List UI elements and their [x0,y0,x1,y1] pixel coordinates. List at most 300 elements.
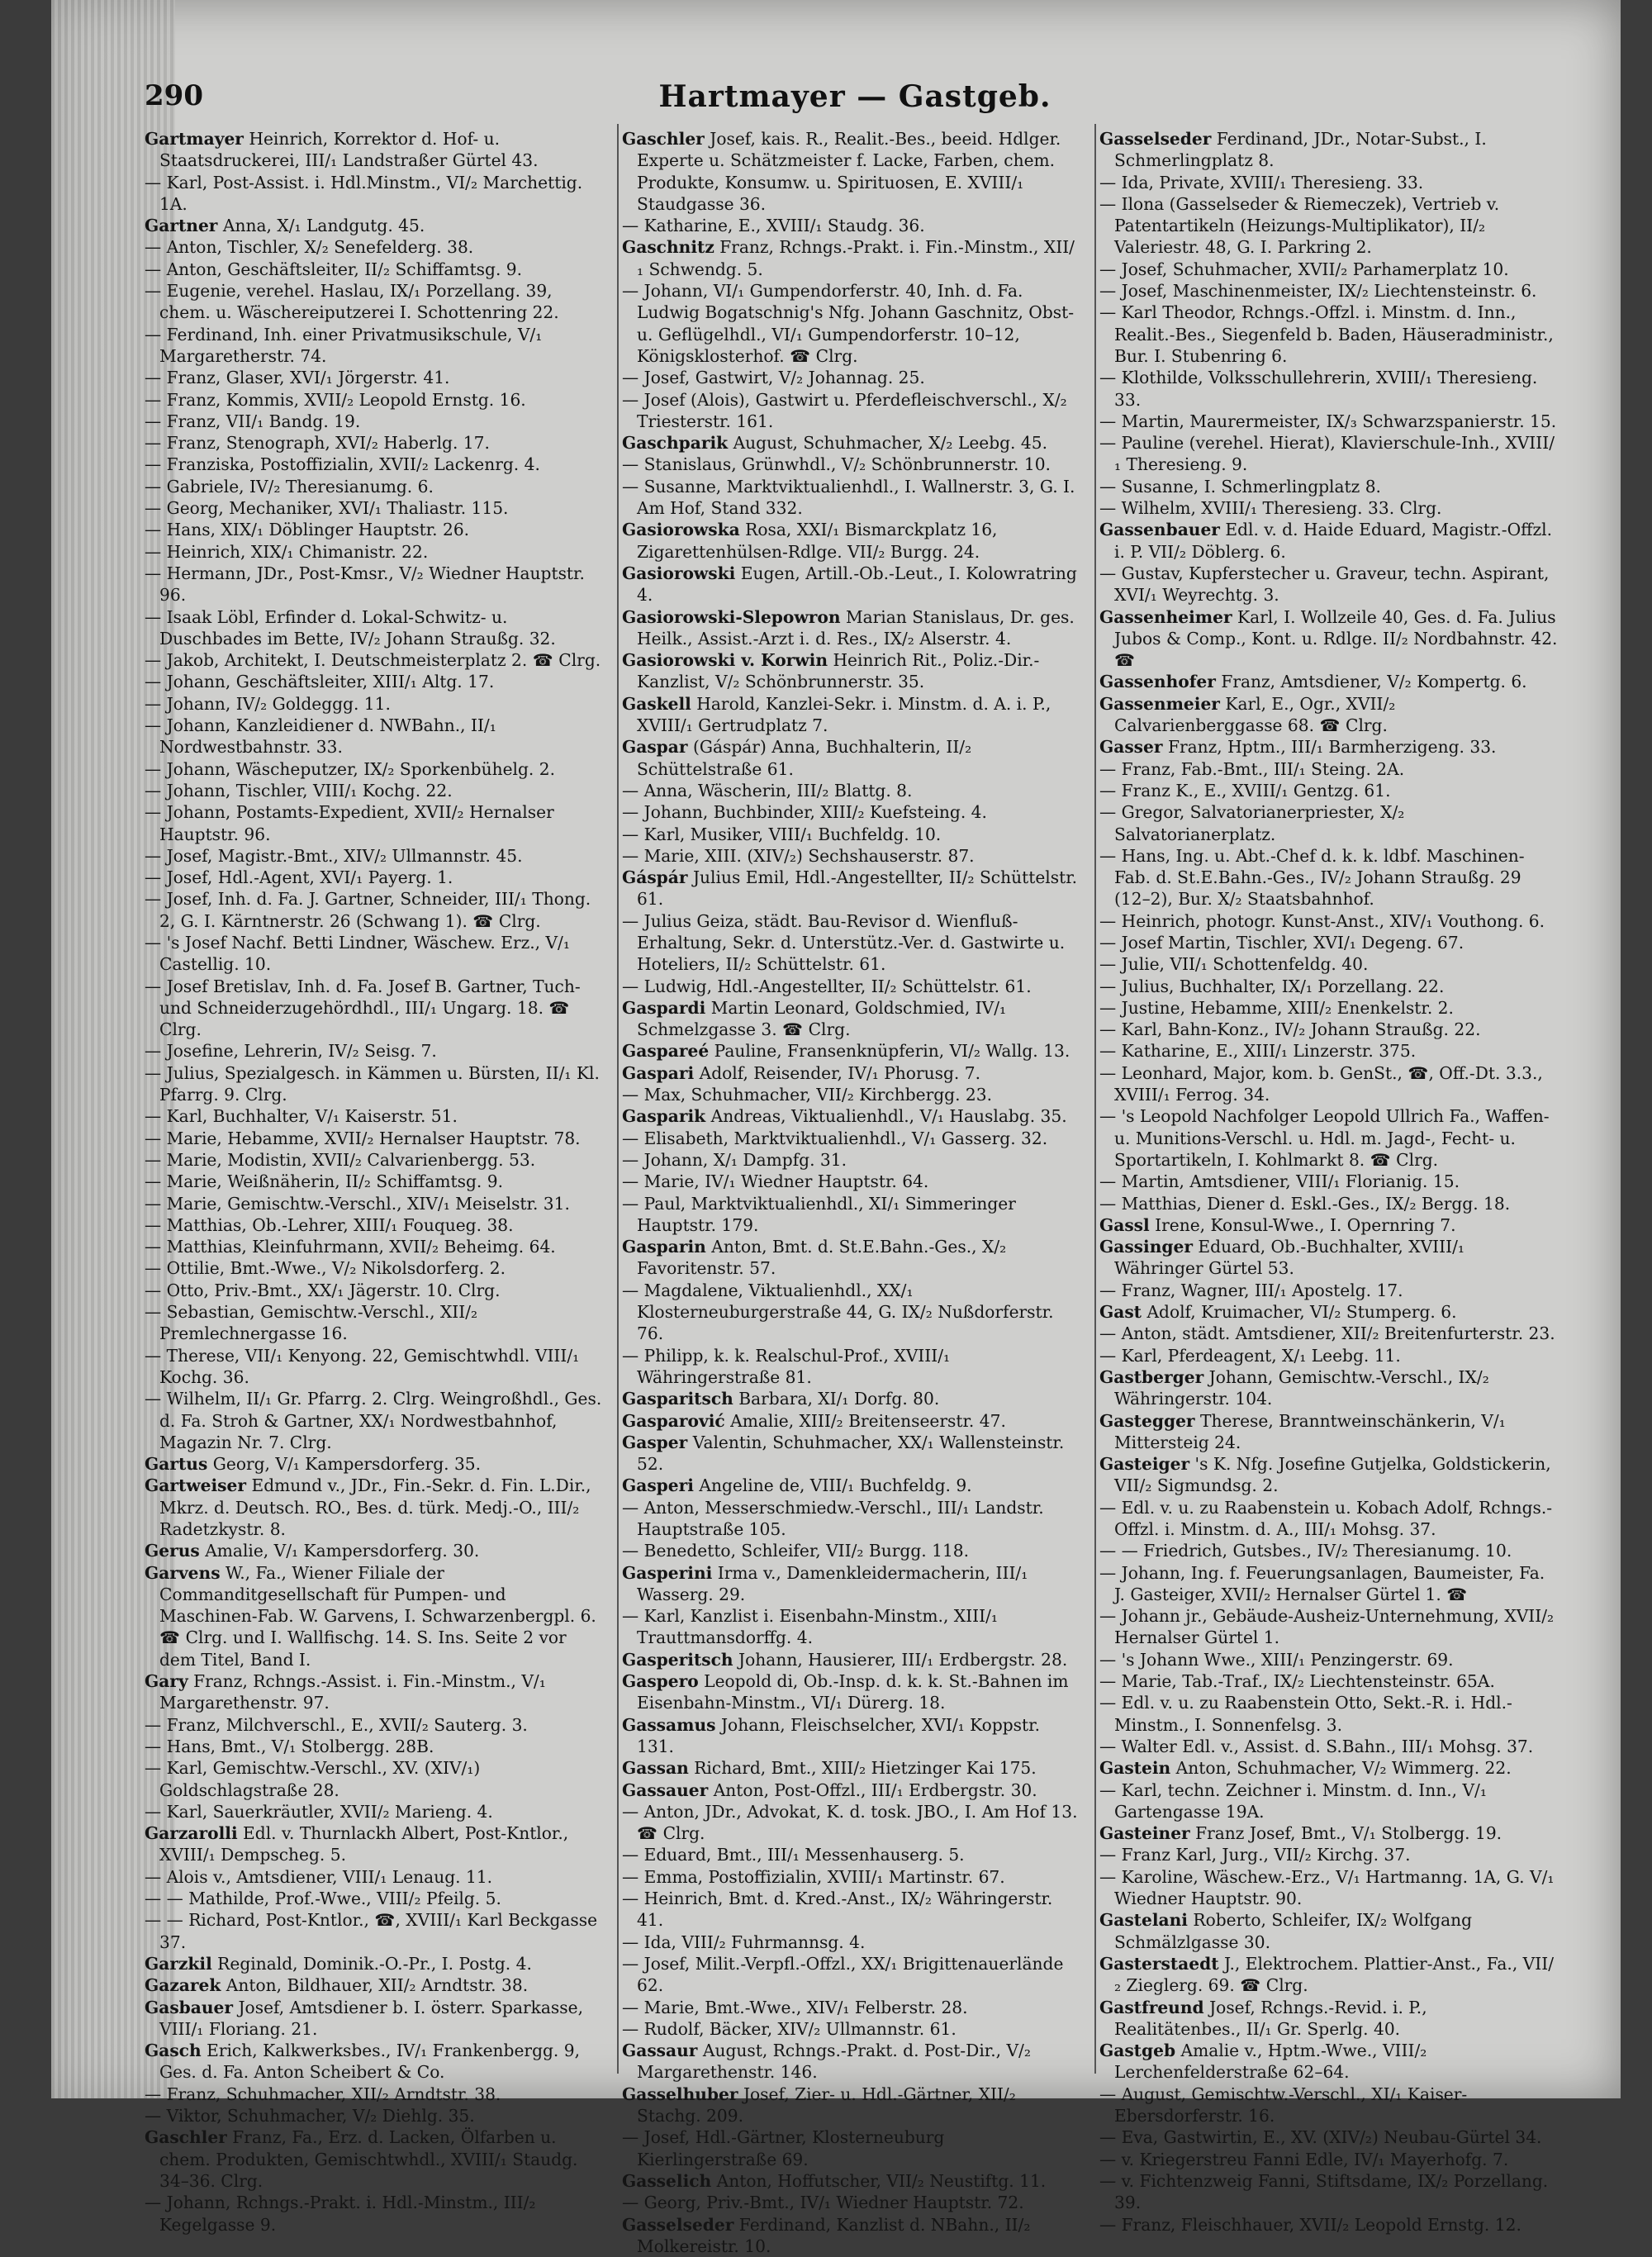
entry-text: — Philipp, k. k. Realschul-Prof., XVIII/₁ Währingerstraße 81. [622,1346,950,1387]
entry-surname: Gassenmeier [1099,694,1220,714]
entry-text: — Heinrich, XIX/₁ Chimanistr. 22. [145,542,428,562]
entry-text: — Anton, JDr., Advokat, K. d. tosk. JBO., I. Am Hof 13. ☎ Clrg. [622,1802,1078,1843]
entry-text: — Paul, Marktviktualienhdl., XI/₁ Simmeringer Hauptstr. 179. [622,1194,1016,1235]
entry-text: — Franz, Glaser, XVI/₁ Jörgerstr. 41. [145,368,449,387]
entry-text: — Anton, städt. Amtsdiener, XII/₂ Breitenfurterstr. 23. [1099,1323,1555,1343]
entry-text: — Eva, Gastwirtin, E., XV. (XIV/₂) Neubau-Gürtel 34. [1099,2127,1541,2147]
entry-text: — Ludwig, Hdl.-Angestellter, II/₂ Schüttelstr. 61. [622,976,1032,996]
directory-entry [622,1193,1081,1237]
entry-text: — Matthias, Diener d. Eskl.-Ges., IX/₂ Bergg. 18. [1099,1194,1510,1214]
entry-text: — Franz, Stenograph, XVI/₂ Haberlg. 17. [145,433,490,453]
entry-text: Edmund v., JDr., Fin.-Sekr. d. Fin. L.Dir., Mkrz. d. Deutsch. RO., Bes. d. türk. Medj.-O., III/₂ Radetzkystr. 8. [159,1475,591,1539]
entry-text: — Josef (Alois), Gastwirt u. Pferdefleischverschl., X/₂ Triesterstr. 161. [622,390,1067,431]
entry-text: — Sebastian, Gemischtw.-Verschl., XII/₂ Premlechnergasse 16. [145,1302,477,1343]
directory-entry [1099,1497,1559,1541]
page-title: Hartmayer — Gastgeb. [145,79,1565,114]
directory-entry [1099,758,1559,780]
entry-text: — August, Gemischtw.-Verschl., XI/₁ Kaiser-Ebersdorferstr. 16. [1099,2084,1467,2126]
directory-entry [1099,1366,1559,1410]
directory-entry [1099,2170,1559,2214]
directory-entry [145,432,604,454]
directory-entry [622,1801,1081,1845]
entry-surname: Gasteiger [1099,1454,1189,1474]
directory-entry [622,519,1081,563]
entry-text: — Walter Edl. v., Assist. d. S.Bahn., III/₁ Mohsg. 37. [1099,1737,1533,1756]
entry-text: — Hermann, JDr., Post-Kmsr., V/₂ Wiedner Hauptstr. 96. [145,563,585,605]
entry-text: — Franziska, Postoffizialin, XVII/₂ Lackenrg. 4. [145,454,540,474]
entry-text: Adolf, Reisender, IV/₁ Phorusg. 7. [700,1063,980,1083]
directory-entry [622,236,1081,280]
entry-text: — 's Josef Nachf. Betti Lindner, Wäschew. Erz., V/₁ Castellig. 10. [145,933,570,974]
directory-entry [145,519,604,540]
entry-text: — Marie, IV/₁ Wiedner Hauptstr. 64. [622,1171,928,1191]
directory-entry [622,693,1081,737]
entry-text: — Hans, Bmt., V/₁ Stolbergg. 28B. [145,1737,434,1756]
entry-surname: Gaschparik [622,433,728,453]
directory-entry [622,476,1081,520]
directory-entry [1099,1540,1559,1561]
entry-surname: Gasser [1099,737,1163,757]
directory-entry [622,2192,1081,2213]
directory-entry [145,454,604,475]
entry-text: — Ferdinand, Inh. einer Privatmusikschule, V/₁ Margaretherstr. 74. [145,325,542,366]
entry-text: Martin Leonard, Goldschmied, IV/₁ Schmelzgasse 3. ☎ Clrg. [637,998,1006,1039]
entry-surname: Gaspero [622,1671,699,1691]
directory-entry [145,1909,604,1953]
directory-entry [1099,1062,1559,1106]
entry-text: — Susanne, I. Schmerlingplatz 8. [1099,477,1381,497]
directory-entry [622,1932,1081,1953]
entry-text: — Julius, Buchhalter, IX/₁ Porzellang. 22. [1099,976,1444,996]
entry-text: Therese, Branntweinschänkerin, V/₁ Mittersteig 24. [1114,1411,1506,1452]
directory-entry [145,128,604,172]
entry-text: Josef, Zier- u. Hdl.-Gärtner, XII/₂ Stachg. 209. [637,2084,1016,2126]
entry-text: — Marie, Weißnäherin, II/₂ Schiffamtsg. 9. [145,1171,503,1191]
entry-text: — Julius, Spezialgesch. in Kämmen u. Bürsten, II/₁ Kl. Pfarrg. 9. Clrg. [145,1063,600,1105]
entry-surname: Gary [145,1671,188,1691]
entry-surname: Gaschler [145,2127,227,2147]
directory-entry [1099,1649,1559,1670]
directory-entry [1099,801,1559,845]
entry-surname: Gassaur [622,2041,697,2060]
directory-entry [1099,367,1559,411]
entry-text: Angeline de, VIII/₁ Buchfeldg. 9. [699,1475,971,1495]
directory-entry [145,1040,604,1062]
entry-text: — Hans, Ing. u. Abt.-Chef d. k. k. ldbf. Maschinen-Fab. d. St.E.Bahn.-Ges., IV/₂ Johann Straußg. 29 (12–2), Bur. X/₂ Staatsbahnhof. [1099,846,1525,910]
directory-columns [145,128,1565,2094]
directory-entry [622,1171,1081,1192]
directory-entry [1099,606,1559,672]
entry-text: Pauline, Fransenknüpferin, VI/₂ Wallg. 13. [714,1041,1070,1061]
directory-entry [145,1105,604,1127]
entry-text: Heinrich Rit., Poliz.-Dir.-Kanzlist, V/₂ Schönbrunnerstr. 35. [637,650,1039,691]
entry-text: Franz, Amtsdiener, V/₂ Kompertg. 6. [1221,672,1526,691]
entry-surname: Gasteiner [1099,1823,1190,1843]
entry-text: Eduard, Ob.-Buchhalter, XVIII/₁ Währinger Gürtel 53. [1114,1237,1464,1278]
entry-text: (Gáspár) Anna, Buchhalterin, II/₂ Schüttelstraße 61. [637,737,971,778]
entry-text: — Karl, Kanzlist i. Eisenbahn-Minstm., XIII/₁ Trauttmansdorffg. 4. [622,1606,998,1647]
entry-text: — Emma, Postoffizialin, XVIII/₁ Martinstr. 67. [622,1867,1005,1887]
entry-text: — Josef, Hdl.-Agent, XVI/₁ Payerg. 1. [145,867,453,887]
entry-text: — Wilhelm, II/₁ Gr. Pfarrg. 2. Clrg. Weingroßhdl., Ges. d. Fa. Stroh & Gartner, XX/₁ Nordwestbahnhof, Magazin Nr. 7. Clrg. [145,1389,601,1452]
directory-entry [145,1345,604,1389]
entry-text: — Marie, Gemischtw.-Verschl., XIV/₁ Meiselstr. 31. [145,1194,570,1214]
entry-surname: Gasparović [622,1411,725,1431]
directory-entry [145,1888,604,1909]
entry-text: Richard, Bmt., XIII/₂ Hietzinger Kai 175. [694,1758,1036,1778]
directory-entry [1099,1040,1559,1062]
entry-text: — Isaak Löbl, Erfinder d. Lokal-Schwitz- u. Duschbades im Bette, IV/₂ Johann Straußg. 32. [145,607,556,649]
directory-entry [622,1866,1081,1888]
entry-text: — Josef, Inh. d. Fa. J. Gartner, Schneider, III/₁ Thong. 2, G. I. Kärntnerstr. 26 (Schwang 1). ☎ Clrg. [145,889,591,930]
directory-entry [145,932,604,976]
entry-text: Andreas, Viktualienhdl., V/₁ Hauslabg. 35. [711,1106,1067,1126]
entry-text: — Gregor, Salvatorianerpriester, X/₂ Salvatorianerplatz. [1099,802,1404,843]
directory-entry [145,563,604,606]
entry-text: — Johann, Ing. f. Feuerungsanlagen, Baumeister, Fa. J. Gasteiger, XVII/₂ Hernalser Gürtel 1. ☎ [1099,1563,1545,1604]
entry-surname: Gasselhuber [622,2084,738,2104]
directory-entry [622,2126,1081,2170]
directory-entry [622,2214,1081,2257]
entry-surname: Gaschler [622,129,705,149]
entry-text: — Josef, Hdl.-Gärtner, Klosterneuburg Kierlingerstraße 69. [622,2127,944,2169]
directory-entry [1099,1323,1559,1344]
entry-text: — Josef Martin, Tischler, XVI/₁ Degeng. 67. [1099,933,1464,953]
entry-text: — Karoline, Wäschew.-Erz., V/₁ Hartmanng. 1A, G. V/₁ Wiedner Hauptstr. 90. [1099,1867,1554,1908]
entry-text: — Heinrich, Bmt. d. Kred.-Anst., IX/₂ Währingerstr. 41. [622,1889,1052,1930]
directory-entry [1099,2084,1559,2127]
entry-text: — Karl, Buchhalter, V/₁ Kaiserstr. 51. [145,1106,458,1126]
directory-entry [145,367,604,388]
entry-text: — Leonhard, Major, kom. b. GenSt., ☎, Off.-Dt. 3.3., XVIII/₁ Ferrog. 34. [1099,1063,1543,1105]
entry-text: — Otto, Priv.-Bmt., XX/₁ Jägerstr. 10. Clrg. [145,1281,501,1300]
directory-entry [1099,563,1559,606]
entry-text: — Karl Theodor, Rchngs.-Offzl. i. Minstm. d. Inn., Realit.-Bes., Siegenfeld b. Baden, Häuseradministr., Bur. I. Stubenring 6. [1099,302,1554,366]
entry-text: Franz, Rchngs.-Prakt. i. Fin.-Minstm., XII/₁ Schwendg. 5. [637,237,1075,278]
directory-entry [1099,1410,1559,1454]
entry-surname: Garzarolli [145,1823,238,1843]
entry-surname: Gasterstaedt [1099,1954,1219,1974]
entry-surname: Gasselseder [1099,129,1211,149]
entry-text: — Marie, XIII. (XIV/₂) Sechshauserstr. 87. [622,846,975,866]
directory-entry [145,1171,604,1192]
directory-entry [145,715,604,758]
directory-entry [145,1193,604,1214]
directory-entry [145,801,604,845]
directory-entry [1099,2040,1559,2084]
entry-text: — Johann jr., Gebäude-Ausheiz-Unternehmung, XVII/₂ Hernalser Gürtel 1. [1099,1606,1554,1647]
entry-text: — Marie, Modistin, XVII/₂ Calvarienbergg. 53. [145,1150,535,1170]
entry-text: Leopold di, Ob.-Insp. d. k. k. St.-Bahnen im Eisenbahn-Minstm., VI/₁ Dürerg. 18. [637,1671,1068,1713]
entry-surname: Gartner [145,216,217,235]
entry-text: — 's Johann Wwe., XIII/₁ Penzingerstr. 69. [1099,1650,1454,1670]
directory-entry [145,2040,604,2084]
entry-surname: Gassenbauer [1099,520,1220,539]
entry-text: — Johann, Wäscheputzer, IX/₂ Sporkenbühelg. 2. [145,759,555,779]
directory-entry [1099,953,1559,975]
directory-entry [1099,997,1559,1019]
directory-entry [145,172,604,216]
directory-entry [145,845,604,867]
entry-text: — Franz, Schuhmacher, XII/₂ Arndtstr. 38. [145,2084,501,2104]
entry-surname: Gartweiser [145,1475,246,1495]
directory-entry [622,1714,1081,1758]
directory-entry [1099,302,1559,367]
directory-entry [622,845,1081,867]
directory-entry [1099,1670,1559,1692]
entry-text: Reginald, Dominik.-O.-Pr., I. Postg. 4. [217,1954,532,1974]
directory-entry [145,606,604,650]
entry-text: — Franz Karl, Jurg., VII/₂ Kirchg. 37. [1099,1845,1411,1865]
entry-text: Karl, I. Wollzeile 40, Ges. d. Fa. Julius Jubos & Comp., Kont. u. Rdlge. II/₂ Nordbahnstr. 42. ☎ [1114,607,1557,671]
directory-entry [622,1062,1081,1084]
entry-text: — Wilhelm, XVIII/₁ Theresieng. 33. Clrg. [1099,498,1441,518]
directory-entry [1099,1301,1559,1323]
directory-entry [145,259,604,280]
directory-entry [1099,1453,1559,1497]
entry-text: — Susanne, Marktviktualienhdl., I. Wallnerstr. 3, G. I. Am Hof, Stand 332. [622,477,1075,518]
entry-text: Josef, kais. R., Realit.-Bes., beeid. Hdlger. Experte u. Schätzmeister f. Lacke, Farben, chem. Produkte, Konsumw. u. Spirituosen, E. XVIII/₁ Staudgasse 36. [637,129,1061,214]
directory-entry [622,976,1081,997]
entry-surname: Gasper [622,1433,687,1452]
entry-text: Anna, X/₁ Landgutg. 45. [223,216,425,235]
entry-text: — Benedetto, Schleifer, VII/₂ Burgg. 118. [622,1541,969,1561]
directory-entry [622,563,1081,606]
directory-entry [1099,519,1559,563]
entry-surname: Gassinger [1099,1237,1193,1257]
directory-entry [622,2084,1081,2127]
directory-entry [1099,1757,1559,1779]
entry-text: — Josef, Magistr.-Bmt., XIV/₂ Ullmannstr. 45. [145,846,523,866]
directory-entry [622,1040,1081,1062]
entry-surname: Gasiorowski-Slepowron [622,607,841,627]
entry-surname: Gasselseder [622,2215,733,2235]
entry-surname: Gartmayer [145,129,244,149]
entry-text: — Stanislaus, Grünwhdl., V/₂ Schönbrunnerstr. 10. [622,454,1051,474]
entry-text: Franz, Hptm., III/₁ Barmherzigeng. 33. [1168,737,1497,757]
directory-entry [622,1562,1081,1606]
directory-entry [145,497,604,519]
entry-surname: Gastein [1099,1758,1170,1778]
entry-text: — Karl, Musiker, VIII/₁ Buchfeldg. 10. [622,824,941,844]
directory-entry [145,1280,604,1301]
directory-entry [1099,1605,1559,1649]
entry-text: Franz, Rchngs.-Assist. i. Fin.-Minstm., V/₁ Margarethenstr. 97. [159,1671,546,1713]
entry-text: August, Rchngs.-Prakt. d. Post-Dir., V/₂ Margarethenstr. 146. [637,2041,1031,2082]
entry-surname: Gasiorowski v. Korwin [622,650,828,670]
page-header [145,79,1565,129]
directory-entry [1099,1692,1559,1736]
entry-text: — Johann, Tischler, VIII/₁ Kochg. 22. [145,781,453,801]
entry-text: — Anton, Tischler, X/₂ Senefelderg. 38. [145,237,473,257]
entry-text: — Max, Schuhmacher, VII/₂ Kirchbergg. 23. [622,1085,992,1105]
entry-text: — Gustav, Kupferstecher u. Graveur, techn. Aspirant, XVI/₁ Weyrechtg. 3. [1099,563,1549,605]
entry-surname: Gasperi [622,1475,694,1495]
directory-entry [622,1649,1081,1670]
directory-entry [622,780,1081,801]
entry-text: — — Richard, Post-Kntlor., ☎, XVIII/₁ Karl Beckgasse 37. [145,1910,597,1951]
entry-surname: Gasparin [622,1237,706,1257]
entry-text: Roberto, Schleifer, IX/₂ Wolfgang Schmälzlgasse 30. [1114,1910,1472,1951]
entry-surname: Gasperitsch [622,1650,733,1670]
directory-entry [145,411,604,432]
directory-entry [1099,193,1559,259]
page-number: 290 [145,79,203,112]
directory-entry [1099,476,1559,497]
entry-text: Irma v., Damenkleidermacherin, III/₁ Wasserg. 29. [637,1563,1028,1604]
entry-text: — 's Leopold Nachfolger Leopold Ullrich Fa., Waffen- u. Munitions-Verschl. u. Hdl. m. Jagd-, Fecht- u. Sportartikeln, I. Kohlmarkt 8. ☎ Clrg. [1099,1106,1550,1170]
directory-entry [145,1453,604,1475]
directory-entry [1099,910,1559,932]
directory-entry [145,389,604,411]
directory-entry [622,1540,1081,1561]
entry-text: Anton, Post-Offzl., III/₁ Erdbergstr. 30. [714,1780,1037,1800]
entry-text: — Edl. v. u. zu Raabenstein u. Kobach Adolf, Rchngs.-Offzl. i. Minstm. d. A., III/₁ Mohsg. 37. [1099,1498,1552,1539]
directory-entry [622,280,1081,367]
entry-text: Valentin, Schuhmacher, XX/₁ Wallensteinstr. 52. [637,1433,1064,1474]
entry-text: — Eugenie, verehel. Haslau, IX/₁ Porzellang. 39, chem. u. Wäschereiputzerei I. Schottenring 22. [145,281,559,322]
entry-surname: Garvens [145,1563,221,1583]
directory-entry [145,1475,604,1540]
entry-text: — Franz, Fleischhauer, XVII/₂ Leopold Ernstg. 12. [1099,2215,1521,2235]
entry-text: Eugen, Artill.-Ob.-Leut., I. Kolowratring 4. [637,563,1077,605]
entry-surname: Gassauer [622,1780,708,1800]
entry-text: — Klothilde, Volksschullehrerin, XVIII/₁ Theresieng. 33. [1099,368,1537,409]
directory-entry [145,649,604,671]
entry-surname: Gaspari [622,1063,694,1083]
directory-entry [1099,2214,1559,2236]
entry-surname: Gastegger [1099,1411,1195,1431]
directory-entry [622,1670,1081,1714]
directory-entry [1099,128,1559,172]
entry-text: — — Mathilde, Prof.-Wwe., VIII/₂ Pfeilg. 5. [145,1889,501,1908]
directory-entry [622,128,1081,215]
directory-entry [1099,845,1559,910]
directory-entry [622,1475,1081,1496]
entry-surname: Gasselich [622,2171,711,2191]
column-2 [622,128,1081,2094]
directory-entry [145,1562,604,1670]
entry-surname: Gaskell [622,694,691,714]
entry-surname: Gasparik [622,1106,705,1126]
entry-text: — Josef, Gastwirt, V/₂ Johannag. 25. [622,368,925,387]
directory-entry [145,2192,604,2236]
directory-entry [622,432,1081,454]
directory-entry [145,888,604,932]
directory-entry [622,1432,1081,1475]
entry-text: — Marie, Bmt.-Wwe., XIV/₁ Felberstr. 28. [622,1998,968,2017]
directory-entry [1099,1019,1559,1040]
entry-text: Anton, Bmt. d. St.E.Bahn.-Ges., X/₂ Favoritenstr. 57. [637,1237,1006,1278]
directory-entry [145,693,604,715]
entry-text: — Hans, XIX/₁ Döblinger Hauptstr. 26. [145,520,469,539]
entry-text: — Josef, Schuhmacher, XVII/₂ Parhamerplatz 10. [1099,259,1509,279]
entry-text: Amalie, XIII/₂ Breitenseerstr. 47. [730,1411,1006,1431]
entry-text: Ferdinand, Kanzlist d. NBahn., II/₂ Molkereistr. 10. [637,2215,1030,2256]
entry-surname: Gassenheimer [1099,607,1232,627]
directory-entry [145,1757,604,1801]
directory-entry [1099,1214,1559,1236]
directory-entry [1099,1779,1559,1823]
directory-entry [145,1062,604,1106]
entry-text: — Johann, Postamts-Expedient, XVII/₂ Hernalser Hauptstr. 96. [145,802,554,843]
directory-entry [622,997,1081,1041]
entry-text: — Ilona (Gasselseder & Riemeczek), Vertrieb v. Patentartikeln (Heizungs-Multiplikator), II/₂ Valeriestr. 48, G. I. Parkring 2. [1099,194,1499,258]
entry-text: Irene, Konsul-Wwe., I. Opernring 7. [1155,1215,1455,1235]
entry-surname: Gastfreund [1099,1998,1204,2017]
directory-entry [622,801,1081,823]
entry-text: Anton, Schuhmacher, V/₂ Wimmerg. 22. [1176,1758,1512,1778]
entry-surname: Gasiorowska [622,520,740,539]
directory-entry [145,1801,604,1822]
directory-entry [1099,736,1559,758]
entry-text: — Marie, Hebamme, XVII/₂ Hernalser Hauptstr. 78. [145,1128,581,1148]
entry-text: Johann, Gemischtw.-Verschl., IX/₂ Währingerstr. 104. [1114,1367,1489,1409]
directory-entry [622,1757,1081,1779]
directory-entry [1099,2126,1559,2148]
entry-text: — Justine, Hebamme, XIII/₂ Enenkelstr. 2. [1099,998,1454,1018]
directory-entry [145,236,604,258]
entry-text: — Rudolf, Bäcker, XIV/₂ Ullmannstr. 61. [622,2019,957,2039]
directory-entry [1099,1866,1559,1910]
directory-entry [1099,1736,1559,1757]
entry-text: Julius Emil, Hdl.-Angestellter, II/₂ Schüttelstr. 61. [637,867,1077,909]
directory-entry [1099,1909,1559,1953]
entry-text: — Franz K., E., XVIII/₁ Gentzg. 61. [1099,781,1391,801]
entry-text: — Franz, VII/₁ Bandg. 19. [145,411,360,431]
directory-entry [145,758,604,780]
entry-text: — Johann, Kanzleidiener d. NWBahn., II/₁ Nordwestbahnstr. 33. [145,715,496,757]
directory-entry [145,1301,604,1345]
directory-entry [622,606,1081,650]
directory-entry [622,1105,1081,1127]
directory-entry [145,1736,604,1757]
entry-text: Harold, Kanzlei-Sekr. i. Minstm. d. A. i. P., XVIII/₁ Gertrudplatz 7. [637,694,1051,735]
entry-text: — Ottilie, Bmt.-Wwe., V/₂ Nikolsdorferg. 2. [145,1258,506,1278]
column-1 [145,128,604,2094]
directory-entry [145,215,604,236]
directory-entry [1099,172,1559,193]
directory-entry [145,324,604,368]
entry-surname: Gerus [145,1541,200,1561]
entry-text: — Anna, Wäscherin, III/₂ Blattg. 8. [622,781,912,801]
entry-text: Georg, V/₁ Kampersdorferg. 35. [213,1454,481,1474]
directory-entry [622,1410,1081,1432]
directory-entry [622,1605,1081,1649]
entry-surname: Gastgeb [1099,2041,1175,2060]
entry-text: Barbara, XI/₁ Dorfg. 80. [738,1389,939,1409]
entry-text: Ferdinand, JDr., Notar-Subst., I. Schmerlingplatz 8. [1114,129,1487,170]
entry-text: — Gabriele, IV/₂ Theresianumg. 6. [145,477,434,497]
entry-surname: Gastelani [1099,1910,1188,1930]
directory-entry [622,454,1081,475]
directory-entry [145,1974,604,1996]
entry-text: — — Friedrich, Gutsbes., IV/₂ Theresianumg. 10. [1099,1541,1512,1561]
directory-entry [622,1388,1081,1409]
entry-text: — Karl, Bahn-Konz., IV/₂ Johann Straußg. 22. [1099,1019,1480,1039]
directory-entry [622,910,1081,976]
entry-text: — v. Kriegerstreu Fanni Edle, IV/₁ Mayerhofg. 7. [1099,2150,1508,2169]
entry-surname: Gasparitsch [622,1389,733,1409]
entry-text: — Jakob, Architekt, I. Deutschmeisterplatz 2. ☎ Clrg. [145,650,601,670]
entry-text: Josef, Rchngs.-Revid. i. P., Realitätenbes., II/₁ Gr. Sperlg. 40. [1114,1998,1427,2039]
directory-entry [145,1670,604,1714]
entry-text: — Eduard, Bmt., III/₁ Messenhauserg. 5. [622,1845,965,1865]
entry-text: — Martin, Maurermeister, IX/₃ Schwarzspanierstr. 15. [1099,411,1556,431]
entry-surname: Gaspar [622,737,688,757]
directory-entry [622,1844,1081,1865]
directory-entry [622,1280,1081,1345]
